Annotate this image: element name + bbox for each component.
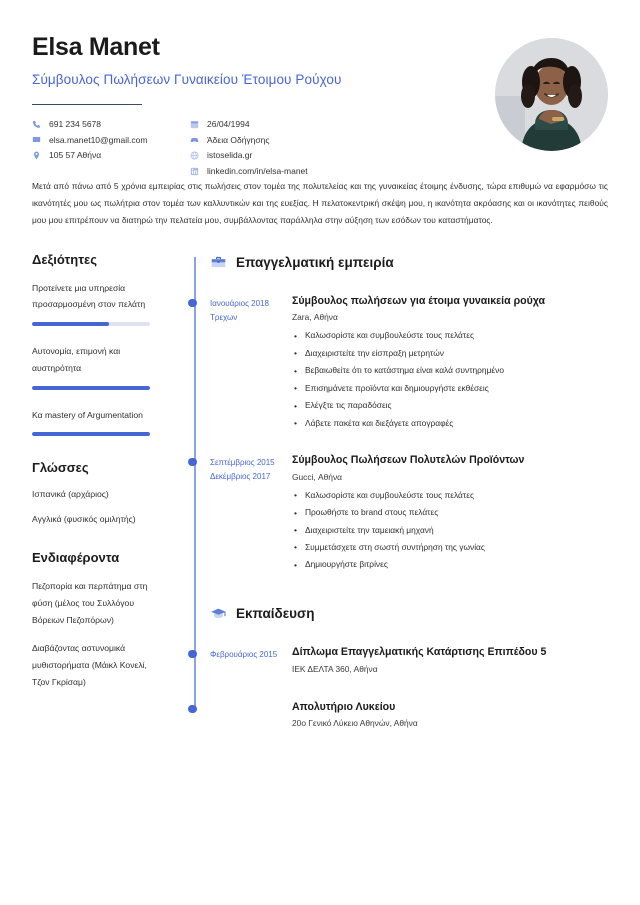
experience-heading: [210, 252, 608, 273]
linkedin-icon: [190, 167, 199, 176]
skill-progress-bar: [32, 432, 150, 436]
skill-label: Προτείνετε μια υπηρεσία προσαρμοσμένη στον πελάτη: [32, 282, 146, 310]
resume-header: [32, 0, 608, 177]
list-item: Διαβάζοντας αστυνομικά μυθιστορήματα (Μάικλ Κονελί, Τζον Γκρίσαμ): [32, 643, 147, 687]
contact-address: [32, 150, 190, 160]
interests-heading: Ενδιαφέροντα: [32, 550, 120, 566]
skill-label: Κα mastery of Argumentation: [32, 409, 143, 420]
entry-bullets: [292, 490, 608, 572]
experience-entry: [210, 295, 608, 435]
candidate-job-title: Σύμβουλος Πωλήσεων Γυναικείου Έτοιμου Ρούχου: [32, 71, 342, 87]
skill-progress-fill: [32, 386, 150, 390]
bullet-item: • Ελέγξτε τις παραδόσεις: [292, 400, 608, 412]
languages-section: [32, 460, 166, 526]
bullet-item: • Λάβετε πακέτα και διεξάγετε απογραφές: [292, 418, 608, 430]
bullet-item: • Διαχειριστείτε την ταμειακή μηχανή: [292, 525, 608, 537]
contact-phone-text: 691 234 5678: [49, 119, 101, 129]
contact-address-text: 105 57 Αθήνα: [49, 150, 102, 161]
list-item: Πεζοπορία και περπάτημα στη φύση (μέλος του Συλλόγου Βόρειων Πεζοπόρων): [32, 581, 148, 625]
entry-date-start: Ιανουάριος 2018: [210, 298, 269, 308]
timeline-dot: [188, 458, 197, 467]
bullet-item: • Δημιουργήστε βιτρίνες: [292, 559, 608, 571]
education-entry: [210, 646, 608, 682]
contact-driving-licence: [190, 135, 430, 145]
profile-summary: Μετά από πάνω από 5 χρόνια εμπειρίας στις πωλήσεις στον τομέα της πολυτελείας και της γυναικείας έτοιμης ένδυσης, τώρα επιθυμώ να εφαρμόσω τις ικανότητές μου ως πωλήτρια στον τομέα των καλλυντικών και της ευεξίας. Η πελατοκεντρική σκέψη μου, η ικανότητα ακρόασης και οι ικανότητες πειθούς μου μου επιτρέπουν να διατηρώ την πελατεία μου, συμβάλλοντας παράλληλα στην αύξηση των εσόδων του καταστήματος.: [32, 181, 608, 226]
entry-date-start: Φεβρουάριος 2015: [210, 649, 278, 659]
contact-birthdate: [190, 119, 430, 129]
contact-linkedin[interactable]: [190, 166, 430, 176]
candidate-name: Elsa Manet: [32, 33, 160, 61]
entry-org: Gucci, Αθήνα: [292, 471, 342, 482]
entry-date-end: Τρεχων: [210, 312, 238, 322]
skill-item: [32, 407, 166, 437]
entry-body: [292, 454, 608, 577]
timeline-axis: [194, 257, 196, 709]
entry-dates: [210, 295, 292, 435]
entry-date-end: Δεκέμβριος 2017: [210, 471, 271, 481]
education-entry: [210, 701, 608, 737]
skill-progress-bar: [32, 322, 150, 326]
bullet-item: • Διαχειριστείτε την είσπραξη μετρητών: [292, 348, 608, 360]
car-icon: [190, 135, 199, 144]
bullet-item: • Καλωσορίστε και συμβουλεύστε τους πελάτες: [292, 490, 608, 502]
website-icon: [190, 151, 199, 160]
graduation-cap-icon: [210, 605, 227, 622]
contact-driving-licence-text: Άδεια Οδήγησης: [207, 134, 270, 145]
entry-date-start: Σεπτέμβριος 2015: [210, 457, 275, 467]
entry-org: Zara, Αθήνα: [292, 312, 338, 323]
sidebar: [32, 252, 184, 756]
skills-heading: Δεξιότητες: [32, 251, 97, 267]
skill-label: Αυτονομία, επιμονή και αυστηρότητα: [32, 346, 121, 373]
entry-bullets: [292, 330, 608, 429]
timeline-dot: [188, 650, 197, 659]
skills-section: [32, 252, 166, 437]
entry-role: Σύμβουλος πωλήσεων για έτοιμα γυναικεία ρούχα: [292, 294, 545, 307]
main-column: [184, 252, 608, 756]
bullet-item: • Επισημάνετε προϊόντα και δημιουργήστε εκθέσεις: [292, 383, 608, 395]
list-item: Αγγλικά (φυσικός ομιλητής): [32, 514, 136, 525]
entry-dates: [210, 454, 292, 577]
education-heading-text: Εκπαίδευση: [236, 605, 315, 621]
avatar: [495, 38, 608, 151]
timeline-dot: [188, 299, 197, 308]
interests-section: [32, 550, 166, 691]
contact-column-right: [190, 119, 430, 176]
skill-item: [32, 343, 166, 390]
timeline-dot: [188, 705, 197, 714]
email-icon: [32, 135, 41, 144]
resume-body: [32, 252, 608, 756]
entry-body: [292, 701, 608, 737]
phone-icon: [32, 120, 41, 129]
location-icon: [32, 151, 41, 160]
experience-heading-text: Επαγγελματική εμπειρία: [236, 254, 394, 270]
bullet-item: • Συμμετάσχετε στη σωστή συντήρηση της γωνίας: [292, 542, 608, 554]
languages-heading: Γλώσσες: [32, 460, 89, 476]
contact-website[interactable]: [190, 150, 430, 160]
calendar-icon: [190, 120, 199, 129]
entry-body: [292, 295, 608, 435]
bullet-item: • Καλωσορίστε και συμβουλεύστε τους πελάτες: [292, 330, 608, 342]
entry-org: 20ο Γενικό Λύκειο Αθηνών, Αθήνα: [292, 718, 418, 729]
entry-body: [292, 646, 608, 682]
contact-linkedin-text: linkedin.com/in/elsa-manet: [207, 166, 308, 177]
bullet-item: • Βεβαιωθείτε ότι το κατάστημα είναι καλά συντηρημένο: [292, 365, 608, 377]
contact-column-left: [32, 119, 190, 176]
briefcase-icon: [210, 254, 227, 271]
contact-email[interactable]: [32, 135, 190, 145]
contact-website-text: istoselida.gr: [207, 150, 253, 161]
skill-item: [32, 280, 166, 327]
entry-dates: [210, 701, 292, 737]
entry-role: Απολυτήριο Λυκείου: [292, 700, 396, 713]
contact-phone[interactable]: [32, 119, 190, 129]
entry-role: Σύμβουλος Πωλήσεων Πολυτελών Προϊόντων: [292, 453, 525, 466]
header-divider: [32, 104, 142, 106]
skill-progress-bar: [32, 386, 150, 390]
entry-role: Δίπλωμα Επαγγελματικής Κατάρτισης Επιπέδου 5: [292, 645, 547, 658]
list-item: Ισπανικά (αρχάριος): [32, 489, 109, 500]
education-section: [210, 603, 608, 737]
contact-email-text: elsa.manet10@gmail.com: [49, 134, 148, 145]
skill-progress-fill: [32, 322, 109, 326]
experience-section: [210, 252, 608, 577]
bullet-item: • Προωθήστε το brand στους πελάτες: [292, 507, 608, 519]
experience-entry: [210, 454, 608, 577]
contact-birthdate-text: 26/04/1994: [207, 119, 250, 129]
entry-org: ΙΕΚ ΔΕΛΤΑ 360, Αθήνα: [292, 663, 378, 674]
skill-progress-fill: [32, 432, 150, 436]
entry-dates: [210, 646, 292, 682]
education-heading: [210, 603, 608, 624]
